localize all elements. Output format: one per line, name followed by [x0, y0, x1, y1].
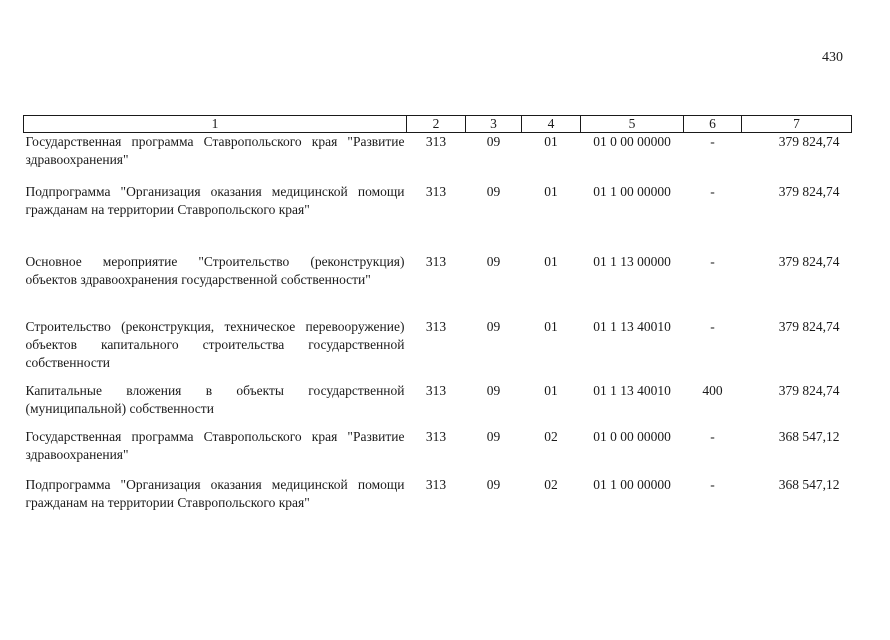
header-cell-2: 2	[407, 116, 466, 133]
row-code-6: -	[710, 477, 715, 492]
row-code-6: -	[710, 319, 715, 334]
row-code-2: 313	[425, 134, 447, 149]
row-code-5: 01 1 13 40010	[593, 319, 671, 334]
row-code-2: 313	[425, 429, 447, 444]
row-code-4: 02	[544, 429, 558, 444]
row-code-2: 313	[425, 254, 447, 269]
row-code-4: 01	[544, 319, 558, 334]
row-code-6: -	[710, 429, 715, 444]
row-name: Основное мероприятие "Строительство (реконструкция) объектов здравоохранения государственной собственности"	[25, 254, 405, 287]
row-code-5: 01 1 00 00000	[593, 477, 671, 492]
table-row	[24, 318, 852, 382]
table-row	[24, 253, 852, 318]
row-name: Подпрограмма "Организация оказания медицинской помощи гражданам на территории Ставропольского края"	[25, 184, 405, 217]
row-name: Государственная программа Ставропольского края "Развитие здравоохранения"	[25, 134, 405, 167]
budget-table	[23, 115, 852, 516]
table-header	[24, 116, 852, 133]
row-name: Подпрограмма "Организация оказания медицинской помощи гражданам на территории Ставропольского края"	[25, 477, 405, 510]
table-row	[24, 183, 852, 253]
row-amount: 379 824,74	[778, 254, 840, 269]
row-code-5: 01 0 00 00000	[593, 429, 671, 444]
row-amount: 379 824,74	[778, 184, 840, 199]
row-code-3: 09	[486, 319, 501, 334]
row-name: Капитальные вложения в объекты государственной (муниципальной) собственности	[25, 383, 405, 416]
row-code-6: -	[710, 134, 715, 149]
row-amount: 368 547,12	[778, 477, 840, 492]
row-code-3: 09	[486, 254, 501, 269]
table-row	[24, 476, 852, 516]
row-name: Государственная программа Ставропольского края "Развитие здравоохранения"	[25, 429, 405, 462]
row-code-3: 09	[486, 134, 501, 149]
header-cell-1: 1	[24, 116, 407, 133]
row-code-3: 09	[486, 429, 501, 444]
row-code-3: 09	[486, 184, 501, 199]
row-amount: 368 547,12	[778, 429, 840, 444]
row-amount: 379 824,74	[778, 319, 840, 334]
header-cell-3: 3	[466, 116, 522, 133]
table-body	[24, 133, 852, 517]
table-row	[24, 133, 852, 184]
row-code-4: 02	[544, 477, 558, 492]
table-row	[24, 382, 852, 428]
row-code-6: -	[710, 254, 715, 269]
row-code-3: 09	[486, 383, 501, 398]
table-row	[24, 428, 852, 476]
header-cell-4: 4	[522, 116, 581, 133]
row-code-2: 313	[425, 383, 447, 398]
row-code-5: 01 1 00 00000	[593, 184, 671, 199]
row-name: Строительство (реконструкция, техническое перевооружение) объектов капитального строительства государственной собственности	[25, 319, 405, 370]
row-amount: 379 824,74	[778, 134, 840, 149]
row-amount: 379 824,74	[778, 383, 840, 398]
row-code-4: 01	[544, 134, 558, 149]
row-code-5: 01 1 13 00000	[593, 254, 671, 269]
row-code-2: 313	[425, 319, 447, 334]
header-cell-6: 6	[684, 116, 742, 133]
row-code-3: 09	[486, 477, 501, 492]
row-code-5: 01 0 00 00000	[593, 134, 671, 149]
row-code-4: 01	[544, 254, 558, 269]
row-code-6: 400	[702, 383, 723, 398]
row-code-2: 313	[425, 477, 447, 492]
row-code-2: 313	[425, 184, 447, 199]
header-cell-7: 7	[742, 116, 852, 133]
page-number: 430	[822, 50, 843, 65]
row-code-4: 01	[544, 383, 558, 398]
header-cell-5: 5	[581, 116, 684, 133]
header-row	[24, 116, 852, 133]
row-code-6: -	[710, 184, 715, 199]
row-code-5: 01 1 13 40010	[593, 383, 671, 398]
row-code-4: 01	[544, 184, 558, 199]
